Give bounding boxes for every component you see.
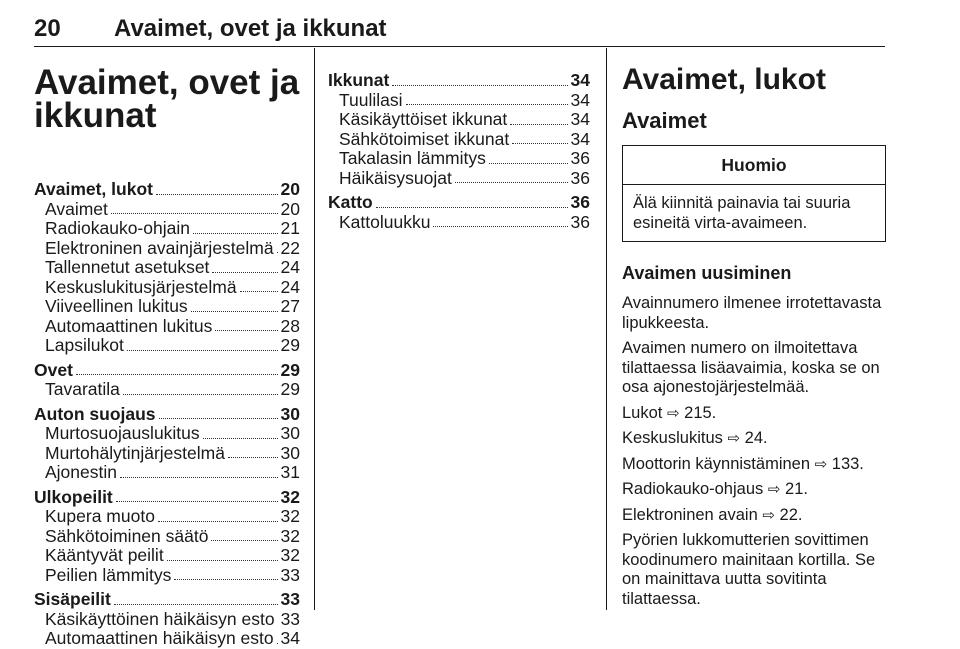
toc-section-entry[interactable] bbox=[34, 488, 300, 508]
cross-reference[interactable] bbox=[622, 480, 886, 500]
toc-entry-page: 20 bbox=[280, 179, 300, 199]
cross-reference-page: 21. bbox=[785, 480, 808, 498]
toc-entry-label: Takalasin lämmitys bbox=[339, 148, 486, 168]
toc-entry-page: 34 bbox=[570, 128, 590, 149]
cross-reference[interactable] bbox=[622, 404, 886, 424]
page-reference-arrow-icon: ⇨ bbox=[727, 430, 741, 447]
toc-leader-dots bbox=[228, 457, 278, 458]
toc-entry-label: Keskuslukitusjärjestelmä bbox=[45, 276, 237, 297]
cross-reference-label: Radiokauko-ohjaus bbox=[622, 480, 764, 498]
cross-reference[interactable] bbox=[622, 506, 886, 526]
toc-entry-label: Viiveellinen lukitus bbox=[45, 296, 188, 316]
toc-entry-page: 24 bbox=[280, 257, 300, 277]
toc-entry-label: Katto bbox=[328, 192, 373, 212]
toc-entry-page: 32 bbox=[280, 525, 300, 546]
table-of-contents-continued bbox=[328, 71, 590, 232]
toc-entry[interactable] bbox=[34, 219, 300, 239]
toc-entry[interactable] bbox=[34, 258, 300, 278]
cross-reference-label: Moottorin käynnistäminen bbox=[622, 454, 811, 473]
chapter-title-line2: ikkunat bbox=[34, 96, 157, 135]
toc-entry[interactable] bbox=[328, 149, 590, 169]
notice-body: Älä kiinnitä painavia tai suuria esineitä virta-avaimeen. bbox=[633, 194, 851, 232]
toc-entry-page: 33 bbox=[280, 608, 301, 629]
toc-entry[interactable] bbox=[34, 200, 300, 220]
cross-reference[interactable] bbox=[622, 455, 886, 475]
toc-entry[interactable] bbox=[34, 239, 300, 259]
toc-entry-label: Sisäpeilit bbox=[34, 589, 111, 609]
toc-entry-label: Häikäisysuojat bbox=[339, 167, 452, 188]
toc-entry-page: 30 bbox=[280, 423, 300, 443]
toc-entry-page: 32 bbox=[280, 545, 300, 565]
toc-entry-label: Avaimet bbox=[45, 198, 108, 219]
toc-leader-dots bbox=[455, 182, 568, 183]
cross-reference-page: 215. bbox=[684, 403, 717, 422]
toc-leader-dots bbox=[510, 124, 567, 125]
page-reference-arrow-icon: ⇨ bbox=[814, 455, 828, 473]
toc-leader-dots bbox=[123, 394, 278, 395]
paragraph-key-order: Avaimen numero on ilmoitettava tilattaessa lisäavaimia, koska se on osa ajonestojärjestelmää. bbox=[622, 339, 880, 396]
toc-leader-dots bbox=[512, 143, 567, 144]
chapter-title-line1: Avaimet, ovet ja bbox=[34, 63, 300, 102]
toc-leader-dots bbox=[120, 477, 278, 478]
toc-leader-dots bbox=[158, 521, 278, 522]
running-header-title: Avaimet, ovet ja ikkunat bbox=[114, 15, 387, 42]
toc-leader-dots bbox=[211, 540, 277, 541]
toc-entry[interactable] bbox=[328, 91, 590, 111]
toc-leader-dots bbox=[215, 330, 277, 331]
toc-entry-label: Sähkötoimiset ikkunat bbox=[339, 128, 510, 149]
toc-leader-dots bbox=[392, 85, 567, 86]
toc-entry[interactable] bbox=[328, 169, 590, 189]
toc-entry[interactable] bbox=[34, 297, 300, 317]
toc-entry-label: Automaattinen lukitus bbox=[45, 315, 213, 336]
toc-entry-page: 24 bbox=[280, 276, 300, 297]
toc-entry-label: Kattoluukku bbox=[339, 211, 431, 232]
column-divider-left bbox=[314, 48, 315, 610]
toc-entry-page: 22 bbox=[280, 237, 300, 258]
toc-leader-dots bbox=[277, 643, 278, 644]
toc-entry[interactable] bbox=[34, 380, 300, 400]
notice-box bbox=[622, 145, 886, 242]
cross-reference-label: Elektroninen avain bbox=[622, 505, 758, 524]
toc-leader-dots bbox=[376, 207, 568, 208]
chapter-title bbox=[34, 63, 300, 135]
toc-entry[interactable] bbox=[34, 527, 300, 547]
column-toc-left bbox=[34, 64, 300, 649]
toc-leader-dots bbox=[156, 194, 278, 195]
toc-entry-page: 36 bbox=[570, 211, 590, 232]
toc-entry-label: Automaattinen häikäisyn esto bbox=[45, 628, 274, 648]
toc-section-entry[interactable] bbox=[34, 405, 300, 425]
toc-leader-dots bbox=[191, 311, 278, 312]
toc-entry-page: 33 bbox=[280, 564, 300, 585]
toc-leader-dots bbox=[240, 291, 278, 292]
toc-leader-dots bbox=[76, 374, 278, 375]
toc-entry[interactable] bbox=[34, 546, 300, 566]
cross-reference-label: Lukot bbox=[622, 403, 663, 422]
toc-entry-label: Auton suojaus bbox=[34, 403, 156, 424]
toc-entry-page: 27 bbox=[280, 296, 300, 316]
toc-leader-dots bbox=[489, 163, 568, 164]
toc-entry-label: Avaimet, lukot bbox=[34, 179, 153, 199]
page-reference-arrow-icon: ⇨ bbox=[666, 404, 680, 422]
toc-entry-label: Sähkötoiminen säätö bbox=[45, 525, 209, 546]
toc-entry[interactable] bbox=[328, 130, 590, 150]
toc-entry-label: Kääntyvät peilit bbox=[45, 545, 164, 565]
toc-entry-label: Tuulilasi bbox=[339, 89, 403, 110]
toc-entry-page: 31 bbox=[280, 462, 300, 482]
toc-leader-dots bbox=[212, 272, 277, 273]
cross-reference[interactable] bbox=[622, 429, 886, 449]
toc-entry[interactable] bbox=[34, 444, 300, 464]
toc-leader-dots bbox=[114, 604, 278, 605]
column-toc-middle bbox=[328, 64, 590, 232]
toc-entry[interactable] bbox=[34, 336, 300, 356]
page-header bbox=[34, 6, 885, 47]
subsection-title: Avaimet bbox=[622, 108, 707, 133]
toc-entry-page: 36 bbox=[570, 167, 590, 188]
toc-leader-dots bbox=[159, 418, 278, 419]
toc-leader-dots bbox=[193, 233, 278, 234]
table-of-contents bbox=[34, 180, 300, 649]
toc-entry-label: Ovet bbox=[34, 359, 73, 380]
toc-entry-page: 30 bbox=[280, 442, 300, 463]
page-number: 20 bbox=[34, 15, 61, 42]
column-divider-right bbox=[606, 48, 607, 610]
toc-entry-label: Käsikäyttöinen häikäisyn esto bbox=[45, 608, 275, 629]
toc-entry-page: 29 bbox=[280, 379, 300, 399]
cross-reference-page: 133. bbox=[831, 454, 864, 473]
toc-entry-page: 30 bbox=[280, 403, 300, 424]
toc-section-entry[interactable] bbox=[34, 361, 300, 381]
toc-leader-dots bbox=[116, 501, 278, 502]
toc-leader-dots bbox=[167, 560, 278, 561]
column-content bbox=[622, 64, 886, 615]
toc-entry[interactable] bbox=[34, 317, 300, 337]
toc-entry-label: Ulkopeilit bbox=[34, 486, 113, 507]
subheading-key-replacement: Avaimen uusiminen bbox=[622, 263, 792, 283]
toc-entry-label: Lapsilukot bbox=[45, 335, 124, 355]
toc-entry-label: Tallennetut asetukset bbox=[45, 257, 210, 277]
toc-entry-label: Käsikäyttöiset ikkunat bbox=[339, 109, 508, 129]
toc-leader-dots bbox=[277, 252, 278, 253]
toc-section-entry[interactable] bbox=[34, 590, 300, 610]
toc-entry[interactable] bbox=[328, 110, 590, 130]
toc-entry[interactable] bbox=[34, 566, 300, 586]
toc-entry-page: 36 bbox=[570, 148, 590, 168]
cross-reference-page: 24. bbox=[744, 429, 768, 447]
toc-leader-dots bbox=[433, 226, 567, 227]
toc-entry-label: Ikkunat bbox=[328, 70, 390, 90]
toc-leader-dots bbox=[203, 438, 278, 439]
toc-entry-label: Kupera muoto bbox=[45, 506, 155, 526]
toc-entry-label: Peilien lämmitys bbox=[45, 564, 172, 585]
toc-entry-label: Radiokauko-ohjain bbox=[45, 218, 190, 238]
toc-entry[interactable] bbox=[34, 610, 300, 630]
toc-leader-dots bbox=[174, 579, 277, 580]
notice-heading: Huomio bbox=[623, 146, 885, 185]
toc-entry-label: Murtohälytinjärjestelmä bbox=[45, 442, 225, 463]
toc-entry-page: 29 bbox=[280, 335, 300, 355]
toc-entry-label: Elektroninen avainjärjestelmä bbox=[45, 237, 274, 258]
toc-entry-page: 21 bbox=[280, 218, 300, 238]
toc-entry[interactable] bbox=[34, 629, 300, 649]
toc-entry-page: 34 bbox=[570, 89, 590, 110]
toc-entry[interactable] bbox=[34, 507, 300, 527]
toc-leader-dots bbox=[111, 213, 278, 214]
toc-leader-dots bbox=[127, 350, 278, 351]
toc-entry[interactable] bbox=[34, 424, 300, 444]
toc-entry-page: 28 bbox=[280, 315, 300, 336]
paragraph-wheel-lock: Pyörien lukkomutterien sovittimen koodinumero mainitaan kortilla. Se on mainittava uutta sovitinta tilattaessa. bbox=[622, 531, 876, 608]
section-title: Avaimet, lukot bbox=[622, 63, 826, 96]
page-reference-arrow-icon: ⇨ bbox=[762, 506, 775, 524]
paragraph-key-number: Avainnumero ilmenee irrotettavasta lipukkeesta. bbox=[622, 294, 882, 332]
toc-entry-label: Ajonestin bbox=[45, 462, 117, 482]
toc-entry-page: 34 bbox=[570, 70, 590, 90]
toc-section-entry[interactable] bbox=[328, 71, 590, 91]
toc-entry-page: 33 bbox=[280, 589, 300, 609]
toc-entry[interactable] bbox=[34, 278, 300, 298]
cross-reference-page: 22. bbox=[779, 505, 803, 524]
toc-section-entry[interactable] bbox=[328, 193, 590, 213]
toc-entry-label: Murtosuojauslukitus bbox=[45, 423, 200, 443]
cross-reference-label: Keskuslukitus bbox=[622, 429, 723, 447]
toc-entry[interactable] bbox=[34, 463, 300, 483]
toc-entry-page: 29 bbox=[280, 359, 300, 380]
toc-entry-page: 36 bbox=[570, 192, 590, 212]
cross-references bbox=[622, 404, 886, 526]
toc-entry-label: Tavaratila bbox=[45, 379, 120, 399]
toc-entry[interactable] bbox=[328, 213, 590, 233]
toc-section-entry[interactable] bbox=[34, 180, 300, 200]
toc-entry-page: 34 bbox=[280, 628, 300, 648]
toc-leader-dots bbox=[406, 104, 568, 105]
page-reference-arrow-icon: ⇨ bbox=[767, 481, 781, 498]
toc-entry-page: 32 bbox=[280, 506, 300, 526]
toc-entry-page: 20 bbox=[280, 198, 300, 219]
toc-entry-page: 32 bbox=[280, 486, 300, 507]
toc-entry-page: 34 bbox=[570, 109, 590, 129]
